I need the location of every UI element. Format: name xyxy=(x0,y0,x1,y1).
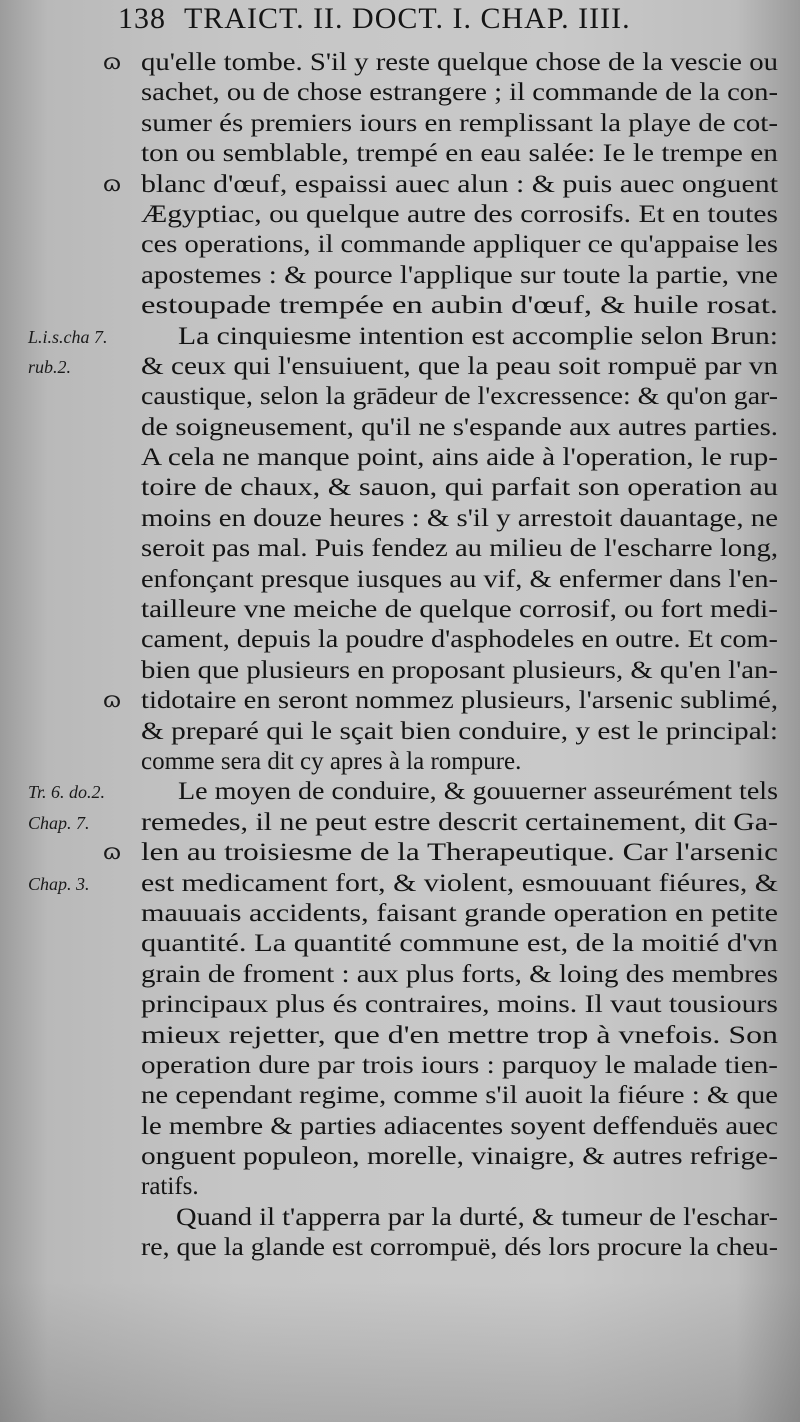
line-text: qu'elle tombe. S'il y reste quelque chose de la vescie ou xyxy=(141,49,778,76)
line-text: remedes, il ne peut estre descrit certainement, dit Ga- xyxy=(141,808,778,836)
paragraph-symbol-icon: ɷ xyxy=(103,840,122,866)
text-line xyxy=(0,48,800,78)
line-text: tailleure vne meiche de quelque corrosif, ou fort medi- xyxy=(141,596,778,624)
text-line xyxy=(0,625,800,655)
text-line xyxy=(0,656,800,686)
text-line xyxy=(0,534,800,564)
line-text: La cinquiesme intention est accomplie selon Brun: xyxy=(178,322,778,350)
text-line xyxy=(0,777,800,807)
text-line xyxy=(0,595,800,625)
text-line xyxy=(0,808,800,838)
line-text: toire de chaux, & sauon, qui parfait son operation au xyxy=(141,474,778,502)
line-text: comme sera dit cy apres à la rompure. xyxy=(141,747,522,775)
line-text: sachet, ou de chose estrangere ; il commande de la con- xyxy=(141,79,778,107)
text-line xyxy=(0,1081,800,1111)
running-header xyxy=(118,2,631,36)
text-line xyxy=(0,170,800,200)
line-text: len au troisiesme de la Therapeutique. Car l'arsenic xyxy=(141,839,778,867)
line-text: cament, depuis la poudre d'asphodeles en outre. Et com- xyxy=(141,626,778,654)
text-line xyxy=(0,230,800,260)
body-text xyxy=(0,48,800,1264)
line-text: re, que la glande est corrompuë, dés lors procure la cheu- xyxy=(141,1234,778,1262)
line-text: de soigneusement, qu'il ne s'espande aux autres parties. xyxy=(141,413,778,441)
paragraph-symbol-icon: ɷ xyxy=(103,171,122,197)
text-line xyxy=(0,838,800,868)
marginal-note: Tr. 6. do.2. xyxy=(28,782,106,803)
line-text: est medicament fort, & violent, esmouuant fiéures, & xyxy=(141,869,778,897)
line-text: ton ou semblable, trempé en eau salée: Ie le trempe en xyxy=(141,140,778,168)
line-text: onguent populeon, morelle, vinaigre, & autres refrige- xyxy=(141,1143,778,1171)
text-line xyxy=(0,565,800,595)
text-line xyxy=(0,139,800,169)
paragraph-symbol-icon: ɷ xyxy=(103,688,122,714)
text-line xyxy=(0,1233,800,1263)
line-text: ratifs. xyxy=(141,1173,199,1201)
marginal-note: L.i.s.cha 7. xyxy=(28,326,108,347)
text-line xyxy=(0,352,800,382)
text-line xyxy=(0,686,800,716)
line-text: Le moyen de conduire, & gouuerner asseurément tels xyxy=(178,778,778,806)
line-text: moins en douze heures : & s'il y arrestoit dauantage, ne xyxy=(141,504,778,532)
running-title: TRAICT. II. DOCT. I. CHAP. IIII. xyxy=(183,2,631,35)
text-line xyxy=(0,413,800,443)
text-line xyxy=(0,1112,800,1142)
line-text: tidotaire en seront nommez plusieurs, l'arsenic sublimé, xyxy=(141,687,778,715)
line-text: bien que plusieurs en proposant plusieurs, & qu'en l'an- xyxy=(141,656,778,684)
text-line xyxy=(0,382,800,412)
line-text: mieux rejetter, que d'en mettre trop à vnefois. Son xyxy=(141,1021,778,1049)
line-text: seroit pas mal. Puis fendez au milieu de l'escharre long, xyxy=(141,535,778,563)
line-text: & ceux qui l'ensuiuent, que la peau soit rompuë par vn xyxy=(141,352,778,380)
paragraph-symbol-icon: ɷ xyxy=(103,50,122,75)
text-line xyxy=(0,1203,800,1233)
line-text: enfonçant presque iusques au vif, & enfermer dans l'en- xyxy=(141,565,778,593)
text-line xyxy=(0,929,800,959)
line-text: principaux plus és contraires, moins. Il vaut tousiours xyxy=(141,991,778,1019)
line-text: operation dure par trois iours : parquoy le malade tien- xyxy=(141,1051,778,1079)
text-line xyxy=(0,747,800,777)
text-line xyxy=(0,869,800,899)
text-line xyxy=(0,990,800,1020)
text-line xyxy=(0,322,800,352)
text-line xyxy=(0,1142,800,1172)
text-line xyxy=(0,1051,800,1081)
text-line xyxy=(0,1021,800,1051)
line-text: le membre & parties adiacentes soyent deffenduës auec xyxy=(141,1112,779,1140)
text-line xyxy=(0,78,800,108)
line-text: blanc d'œuf, espaissi auec alun : & puis auec onguent xyxy=(141,170,778,198)
text-line xyxy=(0,473,800,503)
marginal-note: Chap. 7. xyxy=(28,812,90,833)
line-text: & preparé qui le sçait bien conduire, y est le principal: xyxy=(141,717,778,745)
line-text: ne cependant regime, comme s'il auoit la fiéure : & que xyxy=(141,1082,778,1110)
line-text: estoupade trempée en aubin d'œuf, & huile rosat. xyxy=(141,292,778,320)
text-line xyxy=(0,899,800,929)
line-text: sumer és premiers iours en remplissant la playe de cot- xyxy=(141,109,778,137)
text-line xyxy=(0,200,800,230)
text-line xyxy=(0,443,800,473)
text-line xyxy=(0,109,800,139)
text-line xyxy=(0,291,800,321)
text-line xyxy=(0,960,800,990)
marginal-note: Chap. 3. xyxy=(28,873,90,894)
page-number: 138 xyxy=(118,2,166,35)
line-text: grain de froment : aux plus forts, & loing des membres xyxy=(141,960,778,988)
line-text: ces operations, il commande appliquer ce qu'appaise les xyxy=(141,231,778,259)
line-text: mauuais accidents, faisant grande operation en petite xyxy=(141,899,778,927)
text-line xyxy=(0,1172,800,1202)
line-text: A cela ne manque point, ains aide à l'operation, le rup- xyxy=(141,444,778,472)
marginal-note: rub.2. xyxy=(28,356,72,377)
line-text: quantité. La quantité commune est, de la moitié d'vn xyxy=(141,930,778,958)
line-text: apostemes : & pource l'applique sur toute la partie, vne xyxy=(141,261,778,289)
line-text: Quand il t'apperra par la durté, & tumeur de l'eschar- xyxy=(176,1203,778,1231)
text-line xyxy=(0,261,800,291)
text-line xyxy=(0,717,800,747)
line-text: Ægyptiac, ou quelque autre des corrosifs. Et en toutes xyxy=(141,200,778,228)
text-line xyxy=(0,504,800,534)
line-text: caustique, selon la grādeur de l'excressence: & qu'on gar- xyxy=(141,383,778,411)
